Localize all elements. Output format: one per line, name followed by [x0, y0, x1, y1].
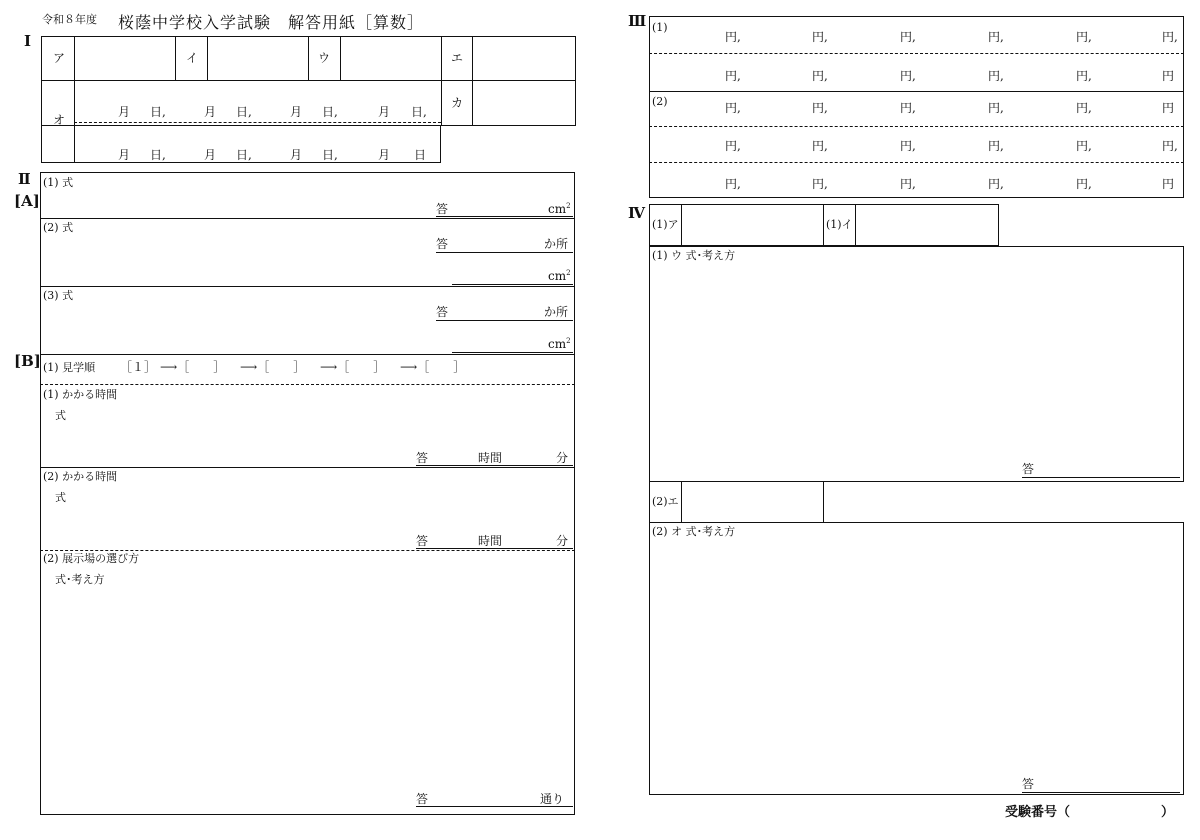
b-order-slot-3[interactable]: ⟶［ ］ — [320, 360, 386, 374]
yen-label: 円, — [725, 30, 741, 44]
day-label: 日, — [236, 148, 252, 162]
s4-e-field[interactable] — [683, 483, 822, 521]
yen-label: 円, — [900, 69, 916, 83]
day-label: 日, — [411, 105, 427, 119]
yen-label: 円, — [988, 101, 1004, 115]
day-label: 日, — [322, 148, 338, 162]
answer-label: 答 — [416, 451, 429, 465]
yen-label: 円, — [812, 177, 828, 191]
unit-cm2: $cm^2$ — [548, 269, 571, 283]
yen-label: 円 — [1162, 177, 1175, 191]
cell-ka-label: カ — [451, 96, 464, 110]
unit-fun: 分 — [556, 451, 569, 465]
b2-label: (2) かかる時間 — [43, 470, 118, 483]
day-label: 日, — [322, 105, 338, 119]
b1-work-area[interactable] — [42, 425, 412, 465]
s4-a-label: (1)ア — [652, 218, 679, 231]
answer-ka-field[interactable] — [474, 82, 574, 124]
yen-label: 円, — [1076, 101, 1092, 115]
unit-cm2: $cm^2$ — [548, 202, 571, 216]
page-title: 桜蔭中学校入学試験 解答用紙［算数］ — [118, 13, 425, 32]
yen-label: 円, — [1076, 69, 1092, 83]
yen-label: 円, — [812, 69, 828, 83]
a3-work-area[interactable] — [42, 304, 432, 352]
a2-work-area[interactable] — [42, 236, 432, 284]
yen-label: 円, — [1162, 139, 1178, 153]
yen-label: 円, — [812, 30, 828, 44]
answer-e-field[interactable] — [474, 38, 574, 78]
answer-label: 答 — [416, 792, 429, 806]
answer-a-field[interactable] — [76, 38, 173, 78]
month-label: 月 — [290, 148, 303, 162]
yen-label: 円, — [725, 177, 741, 191]
year-label: 令和８年度 — [42, 13, 97, 26]
day-label: 日 — [414, 148, 427, 162]
answer-label: 答 — [1022, 777, 1035, 791]
unit-toori: 通り — [540, 792, 565, 806]
yen-label: 円, — [725, 101, 741, 115]
yen-label: 円, — [812, 139, 828, 153]
yen-label: 円, — [725, 139, 741, 153]
s4-o-work-area[interactable] — [651, 542, 1181, 772]
month-label: 月 — [378, 148, 391, 162]
day-label: 日, — [236, 105, 252, 119]
month-label: 月 — [290, 105, 303, 119]
a1-label: (1) 式 — [43, 176, 74, 189]
yen-label: 円, — [900, 139, 916, 153]
section-4-label: Ⅳ — [628, 204, 646, 222]
yen-label: 円 — [1162, 101, 1175, 115]
yen-label: 円, — [900, 177, 916, 191]
unit-cm2: $cm^2$ — [548, 337, 571, 351]
cell-u-label: ウ — [318, 51, 331, 65]
b1-label: (1) かかる時間 — [43, 388, 118, 401]
day-label: 日, — [150, 148, 166, 162]
answer-i-field[interactable] — [209, 38, 306, 78]
cell-o-label: オ — [53, 113, 66, 127]
answer-label: 答 — [416, 534, 429, 548]
b-order-label: (1) 見学順 — [43, 361, 96, 374]
b3-label: (2) 展示場の選び方 — [43, 552, 140, 565]
s4-e-label: (2)エ — [652, 495, 679, 508]
unit-kasho: か所 — [544, 305, 569, 319]
a1-work-area[interactable] — [42, 192, 572, 212]
s4-u-label: (1) ウ 式･考え方 — [652, 249, 736, 262]
part-a-label: [A] — [14, 192, 40, 210]
cell-a-label: ア — [53, 51, 66, 65]
s3-p1-label: (1) — [652, 21, 668, 34]
unit-fun: 分 — [556, 534, 569, 548]
b3-work-area[interactable] — [42, 590, 572, 790]
answer-label: 答 — [1022, 462, 1035, 476]
section-1-label: Ⅰ — [24, 32, 32, 50]
yen-label: 円, — [725, 69, 741, 83]
b3-shiki: 式･考え方 — [55, 573, 105, 586]
s3-p2-label: (2) — [652, 95, 668, 108]
month-label: 月 — [204, 105, 217, 119]
section-3-label: Ⅲ — [628, 12, 647, 30]
s4-i-label: (1)イ — [826, 218, 853, 231]
yen-label: 円, — [988, 177, 1004, 191]
a2-label: (2) 式 — [43, 221, 74, 234]
month-label: 月 — [118, 148, 131, 162]
cell-i-label: イ — [186, 51, 199, 65]
s4-a-field[interactable] — [683, 206, 821, 244]
yen-label: 円, — [1162, 30, 1178, 44]
yen-label: 円, — [988, 139, 1004, 153]
exam-number-field[interactable]: 受験番号（ ） — [1005, 805, 1175, 820]
cell-e-label: エ — [451, 51, 464, 65]
yen-label: 円, — [988, 69, 1004, 83]
b-order-start: ［１］ — [120, 360, 157, 374]
month-label: 月 — [378, 105, 391, 119]
b2-work-area[interactable] — [42, 507, 412, 547]
answer-label: 答 — [436, 237, 449, 251]
yen-label: 円, — [1076, 139, 1092, 153]
answer-label: 答 — [436, 305, 449, 319]
yen-label: 円, — [900, 30, 916, 44]
part-b-label: [B] — [14, 352, 41, 370]
answer-u-field[interactable] — [342, 38, 439, 78]
b1-shiki: 式 — [55, 409, 66, 422]
unit-kasho: か所 — [544, 237, 569, 251]
b-order-slot-1[interactable]: ⟶［ ］ — [160, 360, 226, 374]
month-label: 月 — [204, 148, 217, 162]
yen-label: 円, — [988, 30, 1004, 44]
unit-jikan: 時間 — [478, 451, 503, 465]
month-label: 月 — [118, 105, 131, 119]
yen-label: 円, — [1076, 30, 1092, 44]
yen-label: 円, — [812, 101, 828, 115]
s4-u-work-area[interactable] — [651, 266, 1181, 456]
s4-i-field[interactable] — [857, 206, 997, 244]
answer-label: 答 — [436, 202, 449, 216]
b-order-slot-2[interactable]: ⟶［ ］ — [240, 360, 306, 374]
a3-label: (3) 式 — [43, 289, 74, 302]
b2-shiki: 式 — [55, 491, 66, 504]
b-order-slot-4[interactable]: ⟶［ ］ — [400, 360, 466, 374]
yen-label: 円, — [900, 101, 916, 115]
yen-label: 円 — [1162, 69, 1175, 83]
section-2-label: Ⅱ — [18, 170, 31, 188]
day-label: 日, — [150, 105, 166, 119]
s4-o-label: (2) オ 式･考え方 — [652, 525, 736, 538]
unit-jikan: 時間 — [478, 534, 503, 548]
yen-label: 円, — [1076, 177, 1092, 191]
